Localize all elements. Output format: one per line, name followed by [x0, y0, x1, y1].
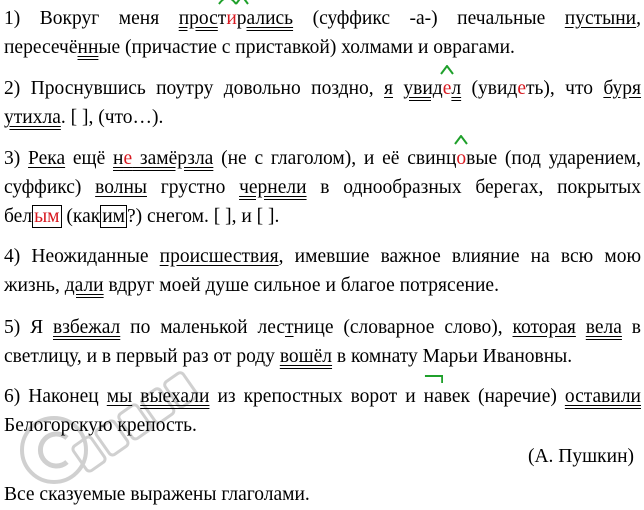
subject-kotoraya: которая: [512, 317, 576, 338]
space: [576, 317, 586, 338]
predicate-dali: дали: [64, 275, 104, 296]
text: (не с глаголом), и её свинц: [213, 148, 457, 169]
predicate-vyekhali: выехали: [140, 386, 210, 407]
text: (суффикс -а-) печальные: [293, 8, 565, 29]
text: 2) Проснувшись поутру довольно поздно,: [4, 78, 385, 99]
suffix-mark: [237, 4, 247, 33]
space: [393, 78, 403, 99]
ending-box: им: [102, 206, 125, 227]
text: (наречие): [469, 386, 565, 407]
text: грустно: [146, 177, 240, 198]
suffix-caret-icon: [235, 0, 249, 5]
predicate-vela: вела: [585, 317, 622, 338]
sentence-1: [4, 4, 641, 62]
red-letter: е: [123, 148, 133, 169]
predicate-utikhla: утихла: [4, 107, 61, 128]
predicate-voshel: вошёл: [279, 346, 333, 367]
prefix: прос: [178, 8, 218, 29]
text: из крепостных ворот и: [209, 386, 424, 407]
text: вые (под ударением, суффикс): [4, 148, 641, 198]
predicate-ne-zamerzla: [113, 148, 213, 169]
sentence-3: [4, 144, 641, 231]
source-attribution: (А. Пушкин): [527, 446, 634, 467]
subject-ya: я: [384, 78, 394, 99]
red-letter: е: [442, 78, 452, 99]
sentence-6: [4, 382, 641, 440]
text: ?) снегом. [ ], и [ ].: [126, 206, 280, 227]
text: , имевшие важное влияние на всю мою жизнь,: [4, 246, 642, 296]
root-a: т: [217, 8, 227, 29]
root-b: р: [236, 8, 247, 29]
suffix-caret-icon: [440, 65, 454, 75]
suffix-mark: [443, 74, 452, 103]
text: 5) Я: [4, 317, 53, 338]
part: на: [423, 386, 443, 407]
part: л: [451, 78, 462, 99]
text: 3): [4, 148, 29, 169]
text: . [ ], (что…).: [60, 107, 164, 128]
red-letter: е: [517, 78, 526, 99]
prefix-mark: [424, 382, 443, 411]
text: в комнату Марьи Ивановны.: [332, 346, 573, 367]
text: ещё: [65, 148, 114, 169]
sentence-5: [4, 313, 641, 371]
double-n-mark: нн: [77, 37, 99, 58]
subject-reka: Река: [28, 148, 66, 169]
text: ть), что: [525, 78, 604, 99]
predicate-vzbezhal: взбежал: [53, 317, 121, 338]
sentence-4: [4, 242, 641, 300]
subject-pustyni: пустыни: [564, 8, 637, 29]
ending-box: ым: [34, 206, 60, 227]
predicate-uvidel: [403, 78, 461, 99]
text: вдруг моей душе сильное и благое потрясение.: [103, 275, 499, 296]
text: 4) Неожиданные: [4, 246, 160, 267]
text: ые (причастие с приставкой) холмами и оврагами.: [98, 37, 515, 58]
text: 6) Наконец: [4, 386, 107, 407]
text: в однообразных берегах, покрытых бел: [4, 177, 641, 227]
predicate-ostavili: оставили: [564, 386, 641, 407]
ending: ались: [246, 8, 294, 29]
text: в светлицу, и в первый раз от роду: [4, 317, 642, 367]
part: н: [113, 148, 124, 169]
predicate-prostiralis: [179, 8, 293, 29]
root-mark: [218, 4, 237, 33]
letter-mark: т: [285, 317, 294, 338]
subject-burya: буря: [603, 78, 642, 99]
subject-volny: волны: [95, 177, 147, 198]
suffix-caret-icon: [454, 135, 468, 145]
text: нице (словарное слово),: [293, 317, 513, 338]
part: век: [442, 386, 470, 407]
text: (увид: [461, 78, 518, 99]
text: , пересечё: [4, 8, 641, 58]
summary-note: Все сказуемые выражены глаголами.: [4, 484, 310, 505]
text: (как: [61, 206, 101, 227]
suffix-mark: [456, 144, 466, 173]
subject-my: мы: [106, 386, 133, 407]
text: по маленькой лес: [120, 317, 286, 338]
prefix-corner-icon: [424, 374, 443, 384]
red-letter: о: [456, 148, 467, 169]
text: Белогорскую крепость.: [4, 415, 197, 436]
part: замёрзла: [132, 148, 214, 169]
predicate-cherneli: чернели: [239, 177, 307, 198]
sentence-2: [4, 74, 641, 132]
part: увид: [403, 78, 443, 99]
text: 1) Вокруг меня: [4, 8, 179, 29]
red-letter: и: [226, 8, 237, 29]
subject-proisshestviya: происшествия: [159, 246, 279, 267]
